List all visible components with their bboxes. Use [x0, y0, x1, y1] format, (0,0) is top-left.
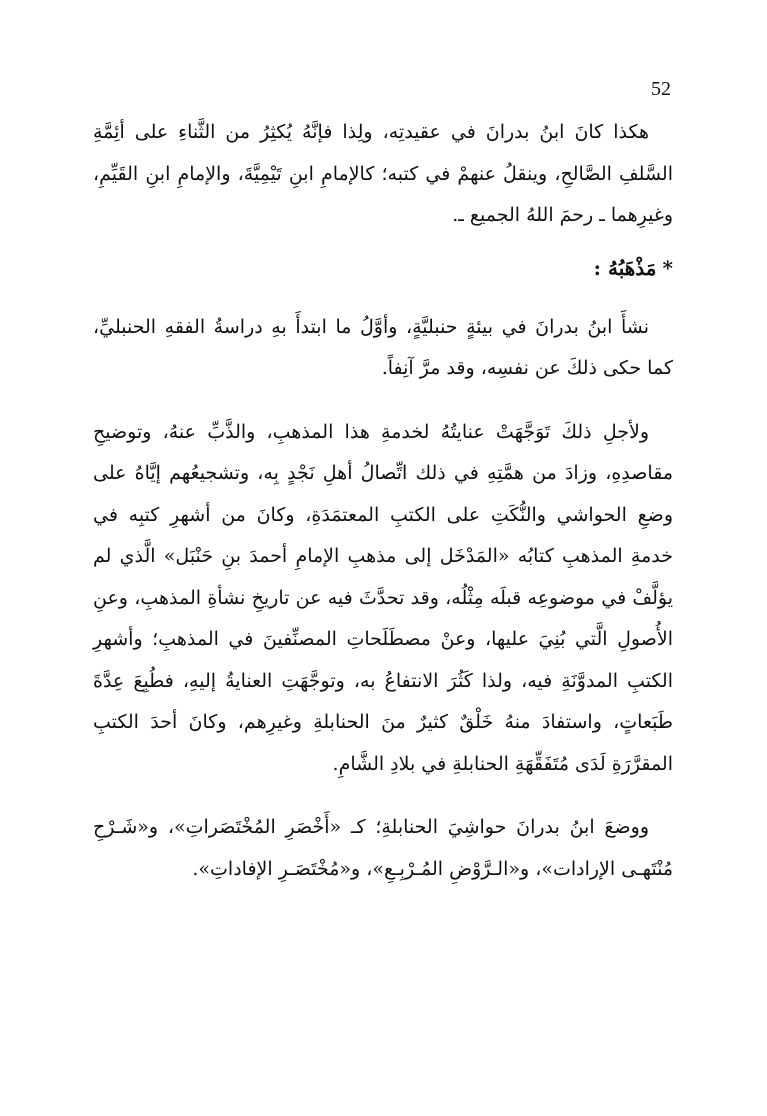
section-heading	[93, 247, 673, 289]
paragraph-creed: هكذا كانَ ابنُ بدرانَ في عقيدتِه، ولِذا فإنَّهُ يُكثِرُ من الثَّناءِ على أئِمَّةِ السَّلفِ الصَّالحِ، وينقلُ عنهمْ في كتبه؛ كالإمامِ ابنِ تَيْمِيَّةَ، والإمامِ ابنِ القَيِّمِ، وغيرِهما ـ رحمَ اللهُ الجميع ـ.	[93, 121, 673, 226]
paragraph-upbringing: نشأَ ابنُ بدرانَ في بيئةٍ حنبليَّةٍ، وأوَّلُ ما ابتدأَ بهِ دراسةُ الفقهِ الحنبليِّ، كما حكى ذلكَ عن نفسِه، وقد مرَّ آنِفاً.	[93, 315, 673, 379]
asterisk-icon: *	[662, 255, 673, 280]
paragraph-service-to-school: ولأجلِ ذلكَ تَوَجَّهَتْ عنايتُهُ لخدمةِ هذا المذهبِ، والذَّبِّ عنهُ، وتوضيحِ مقاصدِهِ، وزادَ من همَّتِهِ في ذلك اتِّصالُ أهلِ نَجْدٍ بِه، وتشجيعُهم إيَّاهُ على وضعِ الحواشي والنُّكَتِ على الكتبِ المعتمَدَةِ، وكانَ من أشهرِ كتبِه في خدمةِ المذهبِ كتابُه «المَدْخَل إلى مذهبِ الإمامِ أحمدَ بنِ حَنْبَل» الَّذي لم يؤلَّفْ في موضوعِه قبلَه مِثْلُه، وقد تحدَّثَ فيه عن تاريخِ نشأةِ المذهبِ، وعنِ الأُصولِ الَّتي بُنِيَ عليها، وعنْ مصطَلَحاتِ المصنِّفينَ في المذهبِ؛ وأشهرِ الكتبِ المدوَّنَةِ فيه، ولذا كَثُرَ الانتفاعُ به، وتوجَّهَتِ العنايةُ إليهِ، فطُبِعَ عِدَّةَ طَبَعاتٍ، واستفادَ منهُ خَلْقٌ كثيرٌ منَ الحنابلةِ وغيرِهم، وكانَ أحدَ الكتبِ المقرَّرَةِ لَدَى مُتَفَقِّهَةِ الحنابلةِ في بلادِ الشَّامِ.	[93, 420, 673, 775]
page-body	[93, 112, 673, 890]
paragraph-annotations: ووضعَ ابنُ بدرانَ حواشِيَ الحنابلةِ؛ كـ «أَخْصَرِ المُخْتَصَراتِ»، و«شَـرْحِ مُنْتَهـى الإرادات»، و«الـرَّوْضِ المُـرْبِـعِ»، و«مُخْتَصَـرِ الإفاداتِ».	[93, 816, 673, 880]
heading-label: مَذْهَبُهُ :	[593, 255, 657, 280]
page-number: 52	[651, 78, 671, 100]
